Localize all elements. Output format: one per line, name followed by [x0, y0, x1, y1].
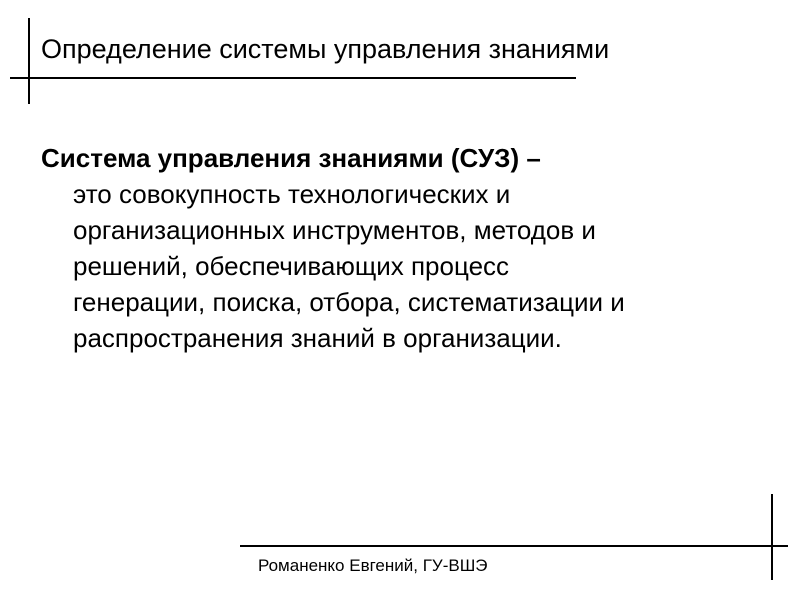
slide-title: Определение системы управления знаниями — [41, 34, 610, 64]
title-underline — [10, 77, 576, 79]
definition-line: распространения знаний в организации. — [73, 323, 562, 353]
definition-line: генерации, поиска, отбора, систематизации и — [73, 287, 625, 317]
definition-term: Система управления знаниями (СУЗ) – — [41, 143, 541, 173]
corner-mark-vertical-top-left — [28, 18, 30, 104]
definition-line: это совокупность технологических и — [73, 179, 511, 209]
definition-line: организационных инструментов, методов и — [73, 215, 596, 245]
footer-rule — [240, 545, 788, 547]
corner-mark-vertical-bottom-right — [771, 494, 773, 580]
definition-block — [41, 140, 781, 356]
definition-line: решений, обеспечивающих процесс — [73, 251, 510, 281]
footer-author: Романенко Евгений, ГУ-ВШЭ — [258, 556, 488, 575]
